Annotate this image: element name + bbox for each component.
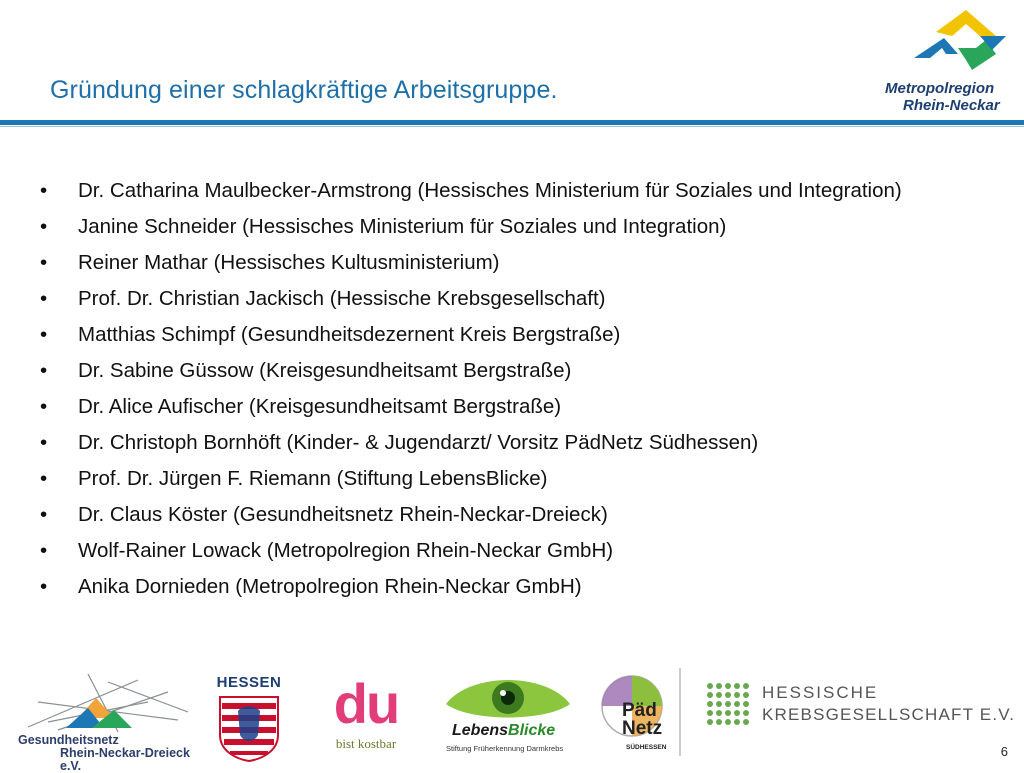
hessen-label: HESSEN bbox=[216, 674, 282, 691]
list-item: • Prof. Dr. Christian Jackisch (Hessische Krebsgesellschaft) bbox=[40, 287, 606, 310]
gesundheitsnetz-region: Rhein-Neckar-Dreieck e.V. bbox=[60, 746, 190, 773]
bullet-icon: • bbox=[40, 323, 48, 346]
bullet-icon: • bbox=[40, 575, 48, 598]
paednetz-line-1: Päd bbox=[622, 700, 657, 721]
lebensblicke-word-b: Blicke bbox=[508, 722, 556, 739]
gesundheitsnetz-logo bbox=[18, 672, 198, 773]
bullet-icon: • bbox=[40, 179, 48, 202]
bullet-icon: • bbox=[40, 431, 48, 454]
page-number: 6 bbox=[1000, 744, 1008, 759]
list-item: • Dr. Christoph Bornhöft (Kinder- & Jugendarzt/ Vorsitz PädNetz Südhessen) bbox=[40, 431, 759, 454]
list-item: • Dr. Claus Köster (Gesundheitsnetz Rhein-Neckar-Dreieck) bbox=[40, 503, 608, 526]
list-item: • Dr. Sabine Güssow (Kreisgesundheitsamt Bergstraße) bbox=[40, 359, 572, 382]
list-item: • Reiner Mathar (Hessisches Kultusministerium) bbox=[40, 251, 500, 274]
paednetz-line-2: Netz bbox=[622, 718, 663, 739]
header-rule bbox=[0, 120, 1024, 125]
krebsgesellschaft-logo bbox=[706, 682, 1016, 742]
header-rule-thin bbox=[0, 126, 1024, 127]
bullet-icon: • bbox=[40, 395, 48, 418]
paednetz-logo bbox=[592, 668, 688, 762]
list-item: • Janine Schneider (Hessisches Ministerium für Soziales und Integration) bbox=[40, 215, 727, 238]
krebsgesellschaft-line-2: KREBSGESELLSCHAFT E.V. bbox=[762, 705, 1016, 724]
list-item: • Dr. Catharina Maulbecker-Armstrong (Hessisches Ministerium für Soziales und Integration) bbox=[40, 179, 902, 202]
slide-title: Gründung einer schlagkräftige Arbeitsgruppe. bbox=[50, 76, 558, 104]
member-list bbox=[40, 177, 990, 609]
lebensblicke-logo bbox=[440, 670, 576, 762]
green-eye-icon bbox=[440, 670, 576, 724]
gesundheitsnetz-mark-icon bbox=[18, 672, 198, 734]
bullet-icon: • bbox=[40, 359, 48, 382]
bullet-icon: • bbox=[40, 287, 48, 310]
paednetz-region: SÜDHESSEN bbox=[626, 744, 667, 751]
gesundheitsnetz-name: Gesundheitsnetz bbox=[18, 733, 119, 747]
list-item: • Wolf-Rainer Lowack (Metropolregion Rhein-Neckar GmbH) bbox=[40, 539, 614, 562]
brand-line-2: Rhein-Neckar bbox=[903, 97, 1000, 114]
list-item: • Anika Dornieden (Metropolregion Rhein-Neckar GmbH) bbox=[40, 575, 582, 598]
list-item: • Matthias Schimpf (Gesundheitsdezernent Kreis Bergstraße) bbox=[40, 323, 621, 346]
bullet-icon: • bbox=[40, 503, 48, 526]
du-word: du bbox=[333, 672, 399, 735]
metropolregion-mark-icon bbox=[896, 10, 1016, 78]
dot-grid-icon bbox=[706, 682, 750, 726]
brand-line-1: Metropolregion bbox=[885, 80, 995, 97]
partner-logo-strip bbox=[0, 662, 1024, 773]
list-item: • Dr. Alice Aufischer (Kreisgesundheitsamt Bergstraße) bbox=[40, 395, 562, 418]
bullet-icon: • bbox=[40, 467, 48, 490]
du-bist-kostbar-logo bbox=[316, 672, 416, 766]
bullet-icon: • bbox=[40, 215, 48, 238]
hessen-logo bbox=[212, 674, 286, 766]
metropolregion-logo bbox=[880, 10, 1020, 120]
bullet-icon: • bbox=[40, 539, 48, 562]
du-tagline: bist kostbar bbox=[335, 736, 397, 751]
bullet-icon: • bbox=[40, 251, 48, 274]
list-item: • Prof. Dr. Jürgen F. Riemann (Stiftung LebensBlicke) bbox=[40, 467, 548, 490]
krebsgesellschaft-line-1: HESSISCHE bbox=[762, 683, 879, 702]
lebensblicke-word-a: Lebens bbox=[452, 722, 509, 739]
hessen-coat-of-arms-icon bbox=[212, 695, 286, 763]
lebensblicke-tagline: Stiftung Früherkennung Darmkrebs bbox=[446, 744, 564, 753]
